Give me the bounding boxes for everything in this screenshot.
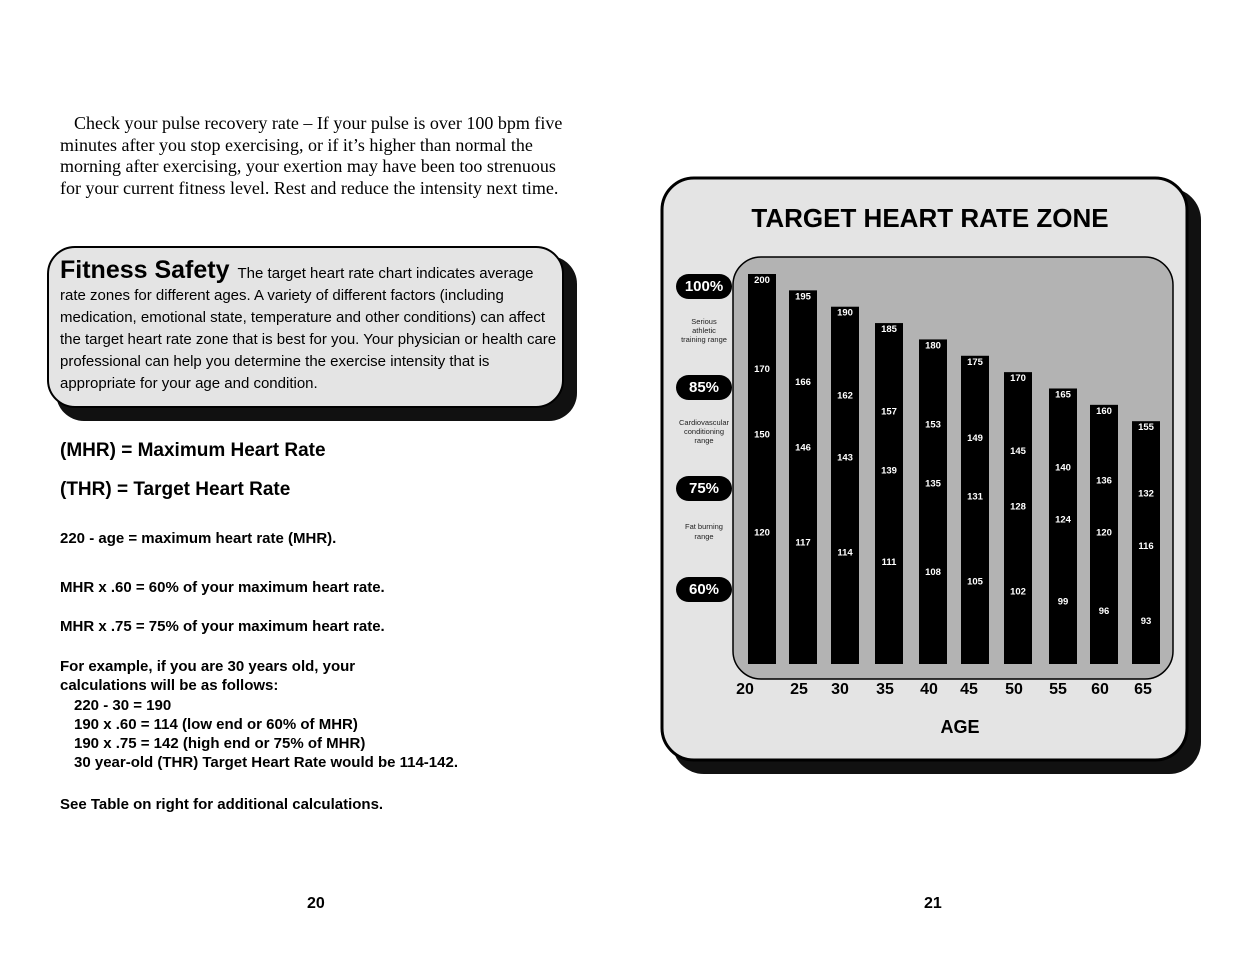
bar-value-label: 143 [837, 452, 853, 464]
bar-age-45 [961, 356, 989, 664]
bar-value-label: 105 [967, 576, 983, 588]
zone-description: Serious athletic training range [681, 317, 727, 344]
bar-value-label: 140 [1055, 462, 1071, 474]
zone-label: 85% [688, 379, 720, 396]
bar-value-label: 185 [881, 324, 897, 336]
bar-value-label: 120 [1096, 527, 1112, 539]
bar-value-label: 175 [967, 356, 983, 368]
bar-value-label: 165 [1055, 389, 1071, 401]
bar-age-35 [875, 323, 903, 664]
see-table-note: See Table on right for additional calculations. [60, 796, 384, 813]
bar-age-55 [1049, 388, 1077, 664]
age-tick-label: 35 [876, 681, 894, 698]
bar-value-label: 162 [837, 390, 853, 402]
bar-age-30 [831, 307, 859, 664]
bar-value-label: 120 [754, 527, 770, 539]
chart-title: TARGET HEART RATE ZONE [751, 203, 1109, 233]
bar-value-label: 108 [925, 566, 941, 578]
bar-value-label: 146 [795, 442, 811, 454]
bar-value-label: 200 [754, 275, 770, 286]
age-tick-label: 25 [790, 681, 808, 698]
age-tick-label: 50 [1005, 681, 1023, 698]
bar-value-label: 93 [1140, 616, 1152, 627]
bar-value-label: 111 [881, 557, 897, 569]
bar-value-label: 116 [1138, 540, 1154, 552]
bar-value-label: 166 [795, 377, 811, 389]
bar-value-label: 131 [967, 491, 983, 503]
formula-60: MHR x .60 = 60% of your maximum heart rate. [60, 579, 385, 596]
bar-age-25 [789, 290, 817, 664]
zone-description: Cardiovascular conditioning range [678, 418, 730, 445]
bar-value-label: 102 [1010, 586, 1026, 598]
thr-definition: (THR) = Target Heart Rate [60, 479, 291, 500]
bar-age-40 [919, 339, 947, 664]
example-line: For example, if you are 30 years old, your [60, 658, 356, 675]
age-tick-label: 30 [831, 681, 849, 698]
zone-description: Fat burning range [685, 522, 723, 541]
example-line: 220 - 30 = 190 [74, 696, 172, 714]
bar-value-label: 150 [754, 429, 770, 441]
formula-mhr: 220 - age = maximum heart rate (MHR). [60, 530, 337, 547]
bar-value-label: 155 [1138, 422, 1154, 434]
bar-value-label: 195 [795, 291, 811, 303]
x-axis-label: AGE [940, 717, 980, 737]
bar-value-label: 145 [1010, 445, 1026, 457]
age-tick-label: 20 [736, 681, 754, 698]
bar-value-label: 139 [881, 465, 897, 477]
bar-value-label: 170 [1010, 373, 1026, 385]
age-tick-label: 45 [960, 681, 978, 698]
bar-value-label: 180 [925, 340, 941, 352]
example-line: calculations will be as follows: [60, 677, 279, 695]
intro-paragraph: Check your pulse recovery rate – If your pulse is over 100 bpm five minutes after you stop exercising, or if it’s higher than normal the morning after exercising, your exertion may have been too strenuous for your current fitness level. Rest and reduce the intensity next time. [60, 113, 563, 199]
age-tick-label: 40 [920, 681, 938, 698]
zone-label: 100% [684, 278, 724, 295]
example-line: 190 x .75 = 142 (high end or 75% of MHR) [74, 735, 366, 753]
formula-75: MHR x .75 = 75% of your maximum heart rate. [60, 618, 385, 635]
bar-value-label: 96 [1098, 606, 1110, 618]
age-tick-label: 65 [1134, 681, 1152, 698]
bar-value-label: 190 [837, 307, 853, 319]
zone-label: 75% [688, 480, 720, 497]
age-tick-label: 55 [1049, 681, 1067, 698]
bar-value-label: 160 [1096, 405, 1112, 417]
bar-value-label: 99 [1057, 596, 1069, 608]
bar-value-label: 153 [925, 419, 941, 431]
page-number-left: 20 [307, 895, 325, 912]
bar-value-label: 124 [1055, 514, 1071, 526]
bar-age-50 [1004, 372, 1032, 664]
bar-value-label: 157 [881, 406, 897, 418]
bar-value-label: 132 [1138, 488, 1154, 500]
fitness-safety-title: Fitness Safety [60, 256, 230, 284]
fitness-safety-body: The target heart rate chart indicates average rate zones for different ages. A variety of different factors (including medication, emotional state, temperature and other conditions) can affect the target heart rate zone that is best for you. Your physician or health care professional can help you determine the exercise intensity that is appropriate for your age and condition. [60, 265, 557, 392]
page-number-right: 21 [924, 895, 942, 912]
bar-value-label: 170 [754, 364, 770, 376]
bar-value-label: 114 [837, 547, 853, 559]
age-tick-label: 60 [1091, 681, 1109, 698]
bar-value-label: 135 [925, 478, 941, 490]
bar-value-label: 149 [967, 432, 983, 444]
example-line: 30 year-old (THR) Target Heart Rate would be 114-142. [74, 754, 459, 772]
bar-value-label: 136 [1096, 475, 1112, 487]
mhr-definition: (MHR) = Maximum Heart Rate [60, 440, 326, 461]
bar-value-label: 128 [1010, 501, 1026, 513]
example-line: 190 x .60 = 114 (low end or 60% of MHR) [74, 715, 358, 733]
bar-value-label: 117 [795, 537, 811, 549]
zone-label: 60% [688, 581, 720, 598]
bar-age-20 [748, 274, 776, 664]
